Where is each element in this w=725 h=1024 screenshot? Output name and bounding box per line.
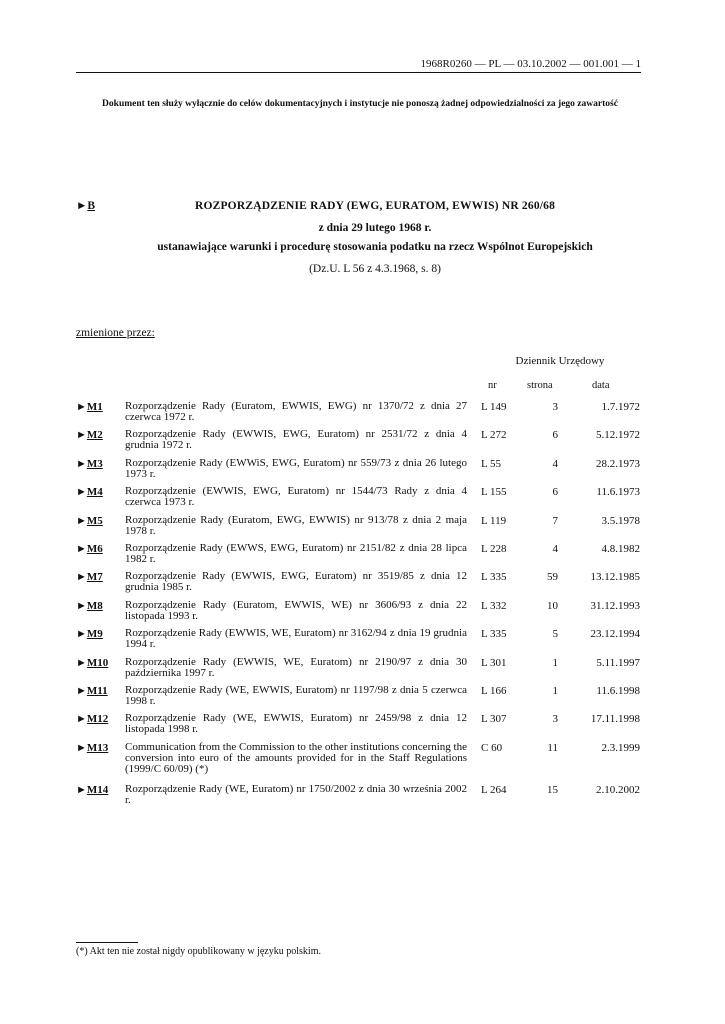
amendment-oj-page: 3 bbox=[552, 401, 558, 413]
amendment-marker[interactable] bbox=[76, 429, 103, 441]
amendment-row-m13 bbox=[76, 742, 641, 784]
base-act-code[interactable]: B bbox=[87, 200, 96, 212]
amendment-row-m1 bbox=[76, 401, 641, 429]
amendment-description: Rozporządzenie Rady (EWWIS, EWG, Euratom) nr 3519/85 z dnia 12 grudnia 1985 r. bbox=[125, 570, 467, 594]
arrow-right-icon: ► bbox=[76, 713, 87, 726]
amendment-description: Rozporządzenie Rady (WE, EWWIS, Euratom) nr 1197/98 z dnia 5 czerwca 1998 r. bbox=[125, 683, 467, 707]
amendment-code[interactable]: M7 bbox=[86, 571, 103, 584]
amendment-code[interactable]: M1 bbox=[86, 401, 103, 413]
arrow-right-icon: ► bbox=[76, 628, 87, 641]
amendment-oj-date: 11.6.1973 bbox=[596, 486, 640, 499]
amendment-row-m2 bbox=[76, 429, 641, 457]
arrow-right-icon: ► bbox=[76, 599, 87, 612]
disclaimer: Dokument ten służy wyłącznie do celów dokumentacyjnych i instytucje nie ponoszą żadnej odpowiedzialności za jego zawartość bbox=[102, 99, 618, 109]
amendment-row-m4 bbox=[76, 486, 641, 514]
amendment-row-m8 bbox=[76, 600, 641, 628]
amendment-oj-page: 15 bbox=[547, 783, 558, 796]
amendment-oj-page: 5 bbox=[552, 628, 558, 641]
amendment-marker[interactable] bbox=[76, 571, 103, 583]
amendment-marker[interactable] bbox=[76, 713, 108, 725]
amendment-description: Rozporządzenie Rady (EWWIS, WE, Euratom) nr 3162/94 z dnia 19 grudnia 1994 r. bbox=[125, 627, 467, 651]
amendment-row-m3 bbox=[76, 458, 641, 486]
amendment-code[interactable]: M10 bbox=[86, 656, 109, 669]
amendment-oj-page: 7 bbox=[552, 514, 558, 527]
regulation-citation: (Dz.U. L 56 z 4.3.1968, s. 8) bbox=[309, 263, 441, 275]
amendment-oj-number: L 272 bbox=[481, 429, 507, 442]
amendment-row-m10 bbox=[76, 657, 641, 685]
amendment-row-m9 bbox=[76, 628, 641, 656]
amendment-oj-date: 2.3.1999 bbox=[601, 741, 640, 754]
amendment-oj-page: 3 bbox=[552, 713, 558, 726]
amendment-oj-number: L 335 bbox=[481, 628, 507, 641]
amendment-marker[interactable] bbox=[76, 628, 103, 640]
column-header-date: data bbox=[592, 380, 610, 391]
official-journal-heading: Dziennik Urzędowy bbox=[515, 355, 605, 367]
amendment-marker[interactable] bbox=[76, 600, 103, 612]
amendment-oj-number: L 335 bbox=[481, 571, 507, 584]
amendment-description: Communication from the Commission to the other institutions concerning the conversion into euro of the amounts provided for in the Staff Regulations (1999/C 60/09) (*) bbox=[125, 740, 467, 775]
amendment-oj-number: L 119 bbox=[481, 514, 507, 527]
amendment-oj-number: C 60 bbox=[481, 741, 503, 754]
amendment-code[interactable]: M8 bbox=[86, 599, 103, 612]
amendment-description: Rozporządzenie Rady (WE, Euratom) nr 1750/2002 z dnia 30 września 2002 r. bbox=[125, 782, 467, 806]
amendment-oj-page: 4 bbox=[552, 542, 558, 555]
header-rule bbox=[76, 72, 641, 73]
amendment-oj-date: 4.8.1982 bbox=[601, 542, 640, 555]
amendment-code[interactable]: M12 bbox=[86, 713, 109, 726]
amendments-table bbox=[76, 401, 641, 812]
amendment-code[interactable]: M3 bbox=[86, 457, 103, 470]
arrow-right-icon: ► bbox=[76, 741, 87, 754]
amendment-description: Rozporządzenie Rady (EWWIS, EWG, Euratom) nr 2531/72 z dnia 4 grudnia 1972 r. bbox=[125, 428, 467, 452]
amendment-description: Rozporządzenie Rady (EWWS, EWG, Euratom) nr 2151/82 z dnia 28 lipca 1982 r. bbox=[125, 541, 467, 565]
amendment-row-m6 bbox=[76, 543, 641, 571]
arrow-right-icon: ► bbox=[76, 656, 87, 669]
amendment-description: Rozporządzenie Rady (WE, EWWIS, Euratom) nr 2459/98 z dnia 12 listopada 1998 r. bbox=[125, 712, 467, 736]
amendment-code[interactable]: M13 bbox=[86, 741, 109, 754]
amendment-oj-number: L 264 bbox=[481, 783, 507, 796]
amendment-row-m14 bbox=[76, 784, 641, 812]
base-act-marker[interactable] bbox=[76, 200, 95, 212]
amendment-marker[interactable] bbox=[76, 685, 108, 697]
amendment-oj-page: 6 bbox=[552, 486, 558, 499]
amendment-oj-number: L 155 bbox=[481, 486, 507, 499]
document-reference: 1968R0260 — PL — 03.10.2002 — 001.001 — 1 bbox=[420, 58, 641, 70]
amendment-code[interactable]: M5 bbox=[86, 514, 103, 527]
amendment-row-m5 bbox=[76, 515, 641, 543]
arrow-right-icon: ► bbox=[76, 783, 87, 796]
amendment-description: Rozporządzenie Rady (Euratom, EWWIS, WE) nr 3606/93 z dnia 22 listopada 1993 r. bbox=[125, 598, 467, 622]
amendment-oj-page: 11 bbox=[547, 741, 558, 754]
column-header-nr: nr bbox=[488, 380, 497, 391]
amendment-oj-page: 10 bbox=[547, 599, 558, 612]
amendment-oj-date: 23.12.1994 bbox=[590, 628, 640, 641]
amendment-code[interactable]: M6 bbox=[86, 542, 103, 555]
amendment-oj-page: 1 bbox=[552, 656, 558, 669]
column-header-page: strona bbox=[527, 380, 553, 391]
arrow-right-icon: ► bbox=[76, 457, 87, 470]
amendment-marker[interactable] bbox=[76, 543, 103, 555]
amendment-oj-number: L 301 bbox=[481, 656, 507, 669]
amendment-oj-page: 4 bbox=[552, 457, 558, 470]
amendment-oj-number: L 332 bbox=[481, 599, 507, 612]
amendment-oj-number: L 307 bbox=[481, 713, 507, 726]
amendment-code[interactable]: M14 bbox=[86, 783, 109, 796]
arrow-right-icon: ► bbox=[76, 514, 87, 527]
arrow-right-icon: ► bbox=[76, 200, 88, 212]
arrow-right-icon: ► bbox=[76, 429, 87, 442]
amendment-oj-number: L 55 bbox=[481, 457, 502, 470]
amendment-oj-date: 11.6.1998 bbox=[596, 684, 640, 697]
amendment-code[interactable]: M9 bbox=[86, 628, 103, 641]
amendment-oj-number: L 166 bbox=[481, 684, 507, 697]
amended-by-label: zmienione przez: bbox=[76, 327, 155, 339]
amendment-oj-date: 5.11.1997 bbox=[596, 656, 640, 669]
regulation-title: ROZPORZĄDZENIE RADY (EWG, EURATOM, EWWIS) NR 260/68 bbox=[194, 200, 556, 212]
amendment-row-m7 bbox=[76, 571, 641, 599]
amendment-description: Rozporządzenie Rady (Euratom, EWG, EWWIS) nr 913/78 z dnia 2 maja 1978 r. bbox=[125, 513, 467, 537]
amendment-oj-date: 17.11.1998 bbox=[590, 713, 640, 726]
footnote-rule bbox=[76, 942, 138, 943]
amendment-code[interactable]: M4 bbox=[86, 486, 103, 499]
amendment-row-m12 bbox=[76, 713, 641, 741]
amendment-oj-number: L 228 bbox=[481, 542, 507, 555]
amendment-code[interactable]: M11 bbox=[86, 684, 108, 697]
amendment-oj-date: 5.12.1972 bbox=[596, 429, 640, 442]
amendment-oj-date: 13.12.1985 bbox=[590, 571, 640, 584]
arrow-right-icon: ► bbox=[76, 571, 87, 584]
amendment-marker[interactable] bbox=[76, 784, 108, 796]
amendment-description: Rozporządzenie (EWWIS, EWG, Euratom) nr 1544/73 Rady z dnia 4 czerwca 1973 r. bbox=[125, 485, 467, 509]
amendment-marker[interactable] bbox=[76, 486, 103, 498]
amendment-description: Rozporządzenie Rady (Euratom, EWWIS, EWG) nr 1370/72 z dnia 27 czerwca 1972 r. bbox=[125, 400, 467, 423]
regulation-date: z dnia 29 lutego 1968 r. bbox=[318, 222, 432, 234]
arrow-right-icon: ► bbox=[76, 401, 87, 413]
amendment-oj-date: 1.7.1972 bbox=[601, 401, 640, 413]
amendment-marker[interactable] bbox=[76, 515, 103, 527]
amendment-oj-number: L 149 bbox=[481, 401, 507, 413]
amendment-marker[interactable] bbox=[76, 742, 108, 754]
amendment-marker[interactable] bbox=[76, 458, 103, 470]
amendment-oj-page: 6 bbox=[552, 429, 558, 442]
amendment-description: Rozporządzenie Rady (EWWiS, EWG, Euratom) nr 559/73 z dnia 26 lutego 1973 r. bbox=[125, 456, 467, 480]
amendment-code[interactable]: M2 bbox=[86, 429, 103, 442]
amendment-marker[interactable] bbox=[76, 401, 103, 413]
amendment-oj-page: 1 bbox=[552, 684, 558, 697]
amendment-oj-date: 3.5.1978 bbox=[601, 514, 640, 527]
amendment-marker[interactable] bbox=[76, 657, 108, 669]
amendment-oj-date: 28.2.1973 bbox=[596, 457, 640, 470]
arrow-right-icon: ► bbox=[76, 486, 87, 499]
amendment-oj-page: 59 bbox=[547, 571, 558, 584]
amendment-description: Rozporządzenie Rady (EWWIS, WE, Euratom) nr 2190/97 z dnia 30 października 1997 r. bbox=[125, 655, 467, 679]
arrow-right-icon: ► bbox=[76, 542, 87, 555]
amendment-oj-date: 31.12.1993 bbox=[590, 599, 640, 612]
regulation-subject: ustanawiające warunki i procedurę stosowania podatku na rzecz Wspólnot Europejskich bbox=[157, 241, 593, 253]
footnote: (*) Akt ten nie został nigdy opublikowany w języku polskim. bbox=[76, 946, 321, 957]
arrow-right-icon: ► bbox=[76, 684, 87, 697]
amendment-oj-date: 2.10.2002 bbox=[596, 783, 640, 796]
amendment-row-m11 bbox=[76, 685, 641, 713]
